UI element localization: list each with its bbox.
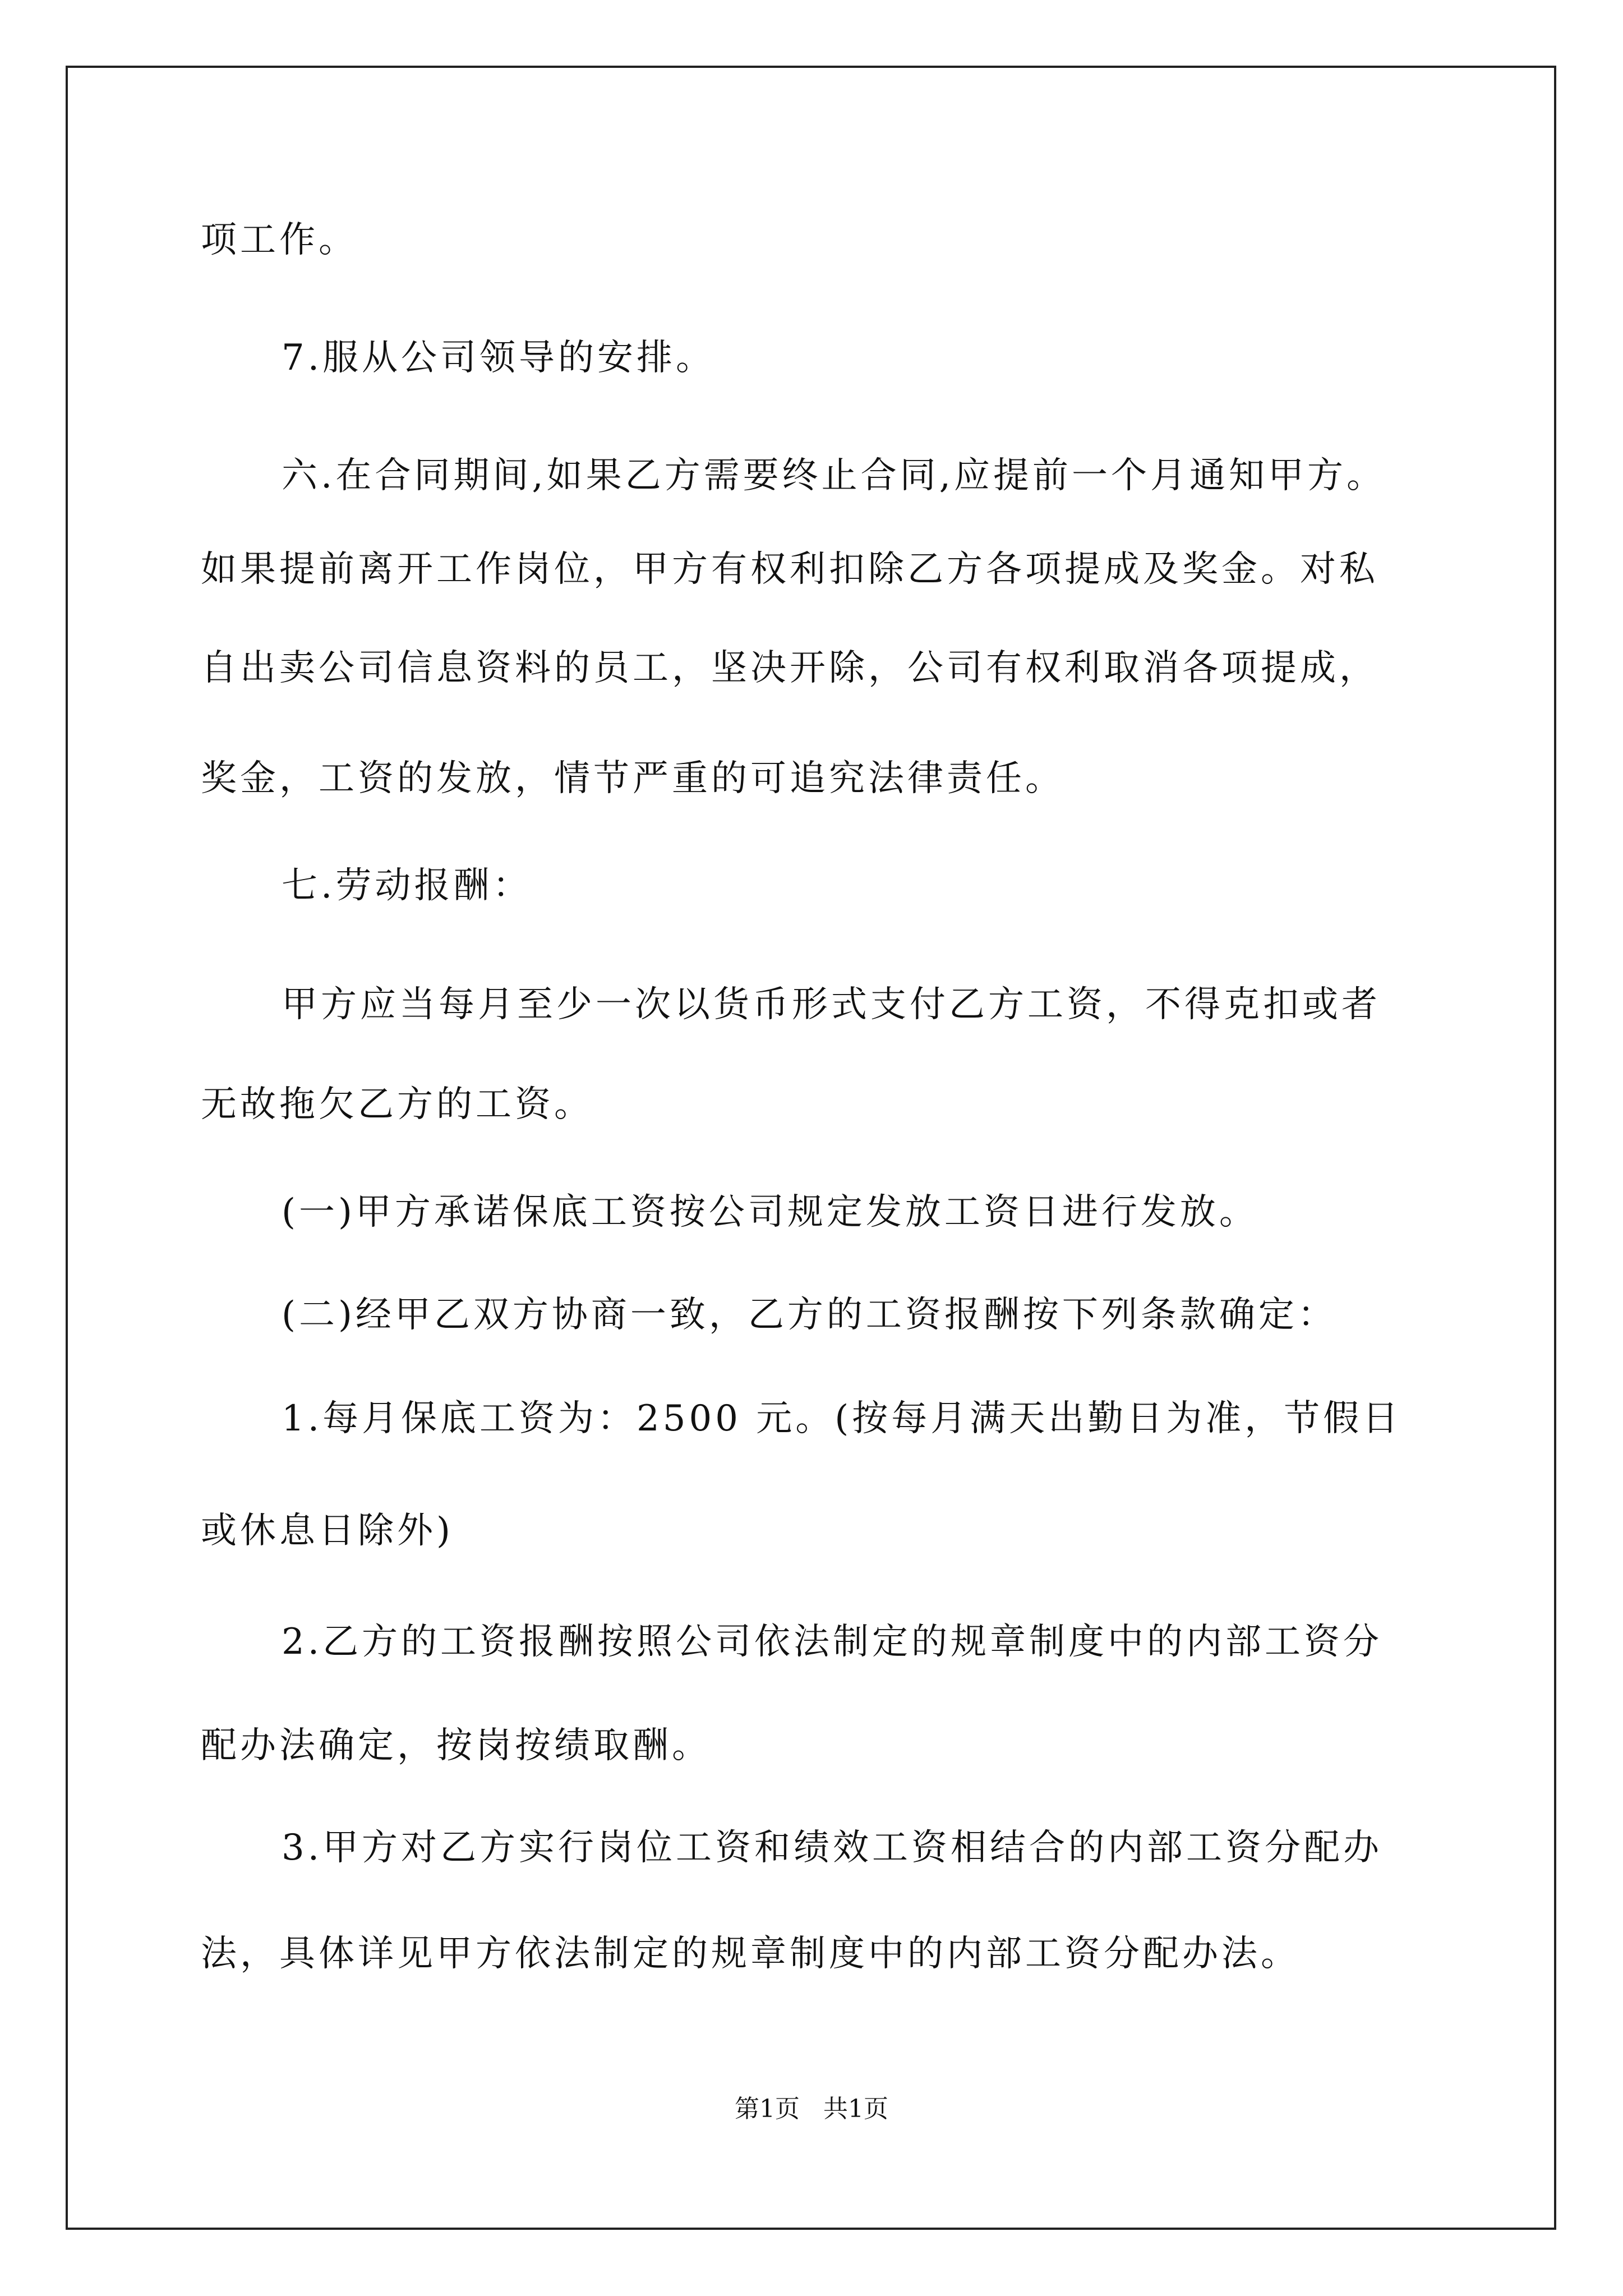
text-line: 7.服从公司领导的安排。	[282, 337, 716, 379]
text-line: 如果提前离开工作岗位，甲方有权利扣除乙方各项提成及奖金。对私	[201, 549, 1378, 590]
text-line: 法，具体详见甲方依法制定的规章制度中的内部工资分配办法。	[201, 1933, 1300, 1975]
text-line: 3.甲方对乙方实行岗位工资和绩效工资相结合的内部工资分配办	[282, 1827, 1383, 1869]
text-line: 七.劳动报酬：	[282, 865, 532, 907]
text-line: (一)甲方承诺保底工资按公司规定发放工资日进行发放。	[282, 1191, 1258, 1233]
page-number: 第1页	[735, 2095, 800, 2123]
page-total: 共1页	[823, 2095, 888, 2123]
text-line: 配办法确定，按岗按绩取酬。	[201, 1725, 711, 1766]
text-line: 2.乙方的工资报酬按照公司依法制定的规章制度中的内部工资分	[282, 1621, 1383, 1663]
text-line: 六.在合同期间,如果乙方需要终止合同,应提前一个月通知甲方。	[282, 455, 1386, 496]
text-line: 自出卖公司信息资料的员工，坚决开除，公司有权利取消各项提成，	[201, 647, 1378, 689]
page-border	[66, 66, 1556, 2230]
text-line: (二)经甲乙双方协商一致，乙方的工资报酬按下列条款确定：	[282, 1294, 1337, 1336]
text-line: 甲方应当每月至少一次以货币形式支付乙方工资，不得克扣或者	[282, 984, 1381, 1025]
text-line: 无故拖欠乙方的工资。	[201, 1084, 593, 1125]
text-line: 或休息日除外)	[201, 1510, 454, 1552]
text-line: 1.每月保底工资为：2500 元。(按每月满天出勤日为准，节假日	[282, 1398, 1402, 1439]
text-line: 奖金，工资的发放，情节严重的可追究法律责任。	[201, 758, 1064, 799]
text-line: 项工作。	[201, 219, 358, 261]
page-footer	[0, 2093, 1623, 2125]
